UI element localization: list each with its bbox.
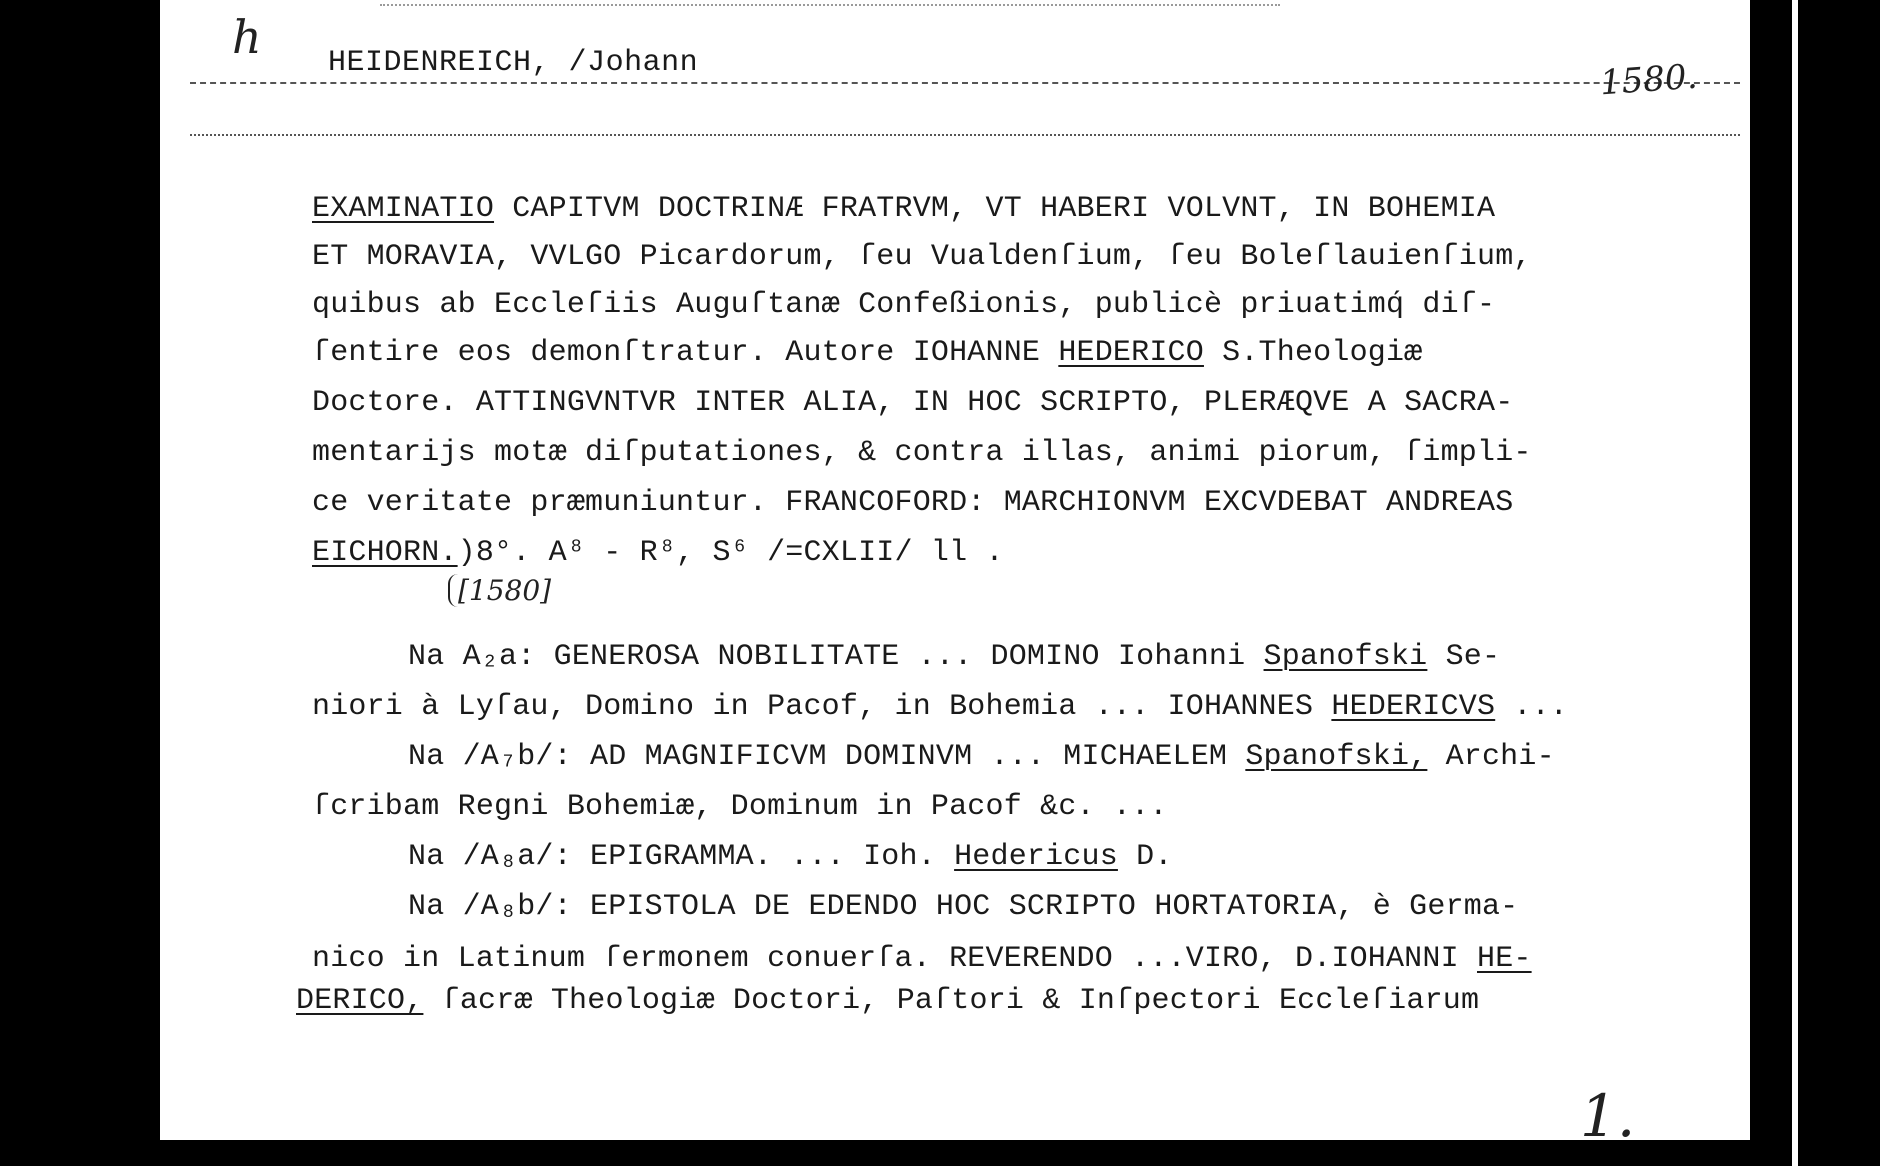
author-given-name: Johann xyxy=(587,46,699,80)
note-line: Na /A₇b/: AD MAGNIFICVM DOMINVM ... MICHAELEM Spanofski, Archi- xyxy=(408,740,1555,774)
title-line-2: ET MORAVIA, VVLGO Picardorum, ſeu Vualdenſium, ſeu Boleſlauienſium, xyxy=(312,240,1532,274)
heading-rule xyxy=(190,82,1740,84)
title-line-3: quibus ab Eccleſiis Auguſtanæ Confeßionis, publicè priuatimq́ diſ- xyxy=(312,288,1496,322)
upper-dotted-rule xyxy=(190,134,1740,136)
collation: )8°. A⁸ - R⁸, S⁶ /=CXLII/ ll . xyxy=(457,536,1004,570)
author-surname: HEIDENREICH, xyxy=(328,46,551,80)
note-line: ſcribam Regni Bohemiæ, Dominum in Pacof &c. ... xyxy=(312,790,1168,824)
note-line: DERICO, ſacræ Theologiæ Doctori, Paſtori & Inſpectori Eccleſiarum xyxy=(296,984,1480,1018)
handwritten-date: 1580. xyxy=(1598,56,1699,104)
note-line: Na /A₈a/: EPIGRAMMA. ... Ioh. Hedericus D. xyxy=(408,840,1173,874)
note-line: Na A₂a: GENEROSA NOBILITATE ... DOMINO Iohanni Spanofski Se- xyxy=(408,640,1501,674)
title-line-6: mentarijs motæ diſputationes, & contra illas, animi piorum, ſimpli- xyxy=(312,436,1532,470)
note-line: Na /A₈b/: EPISTOLA DE EDENDO HOC SCRIPTO HORTATORIA, è Germa- xyxy=(408,890,1519,924)
heading-separator: / xyxy=(550,46,588,80)
imprint-line xyxy=(312,536,1004,570)
title-lead-word: EXAMINATIO xyxy=(312,192,495,226)
author-heading xyxy=(328,46,698,80)
handwritten-card-number: 1. xyxy=(1580,1082,1636,1150)
note-line: niori à Lyſau, Domino in Pacof, in Bohemia ... IOHANNES HEDERICVS ... xyxy=(312,690,1569,724)
printer-name: EICHORN. xyxy=(312,536,458,570)
scan-edge-strip xyxy=(1792,0,1798,1166)
title-line-5: Doctore. ATTINGVNTVR INTER ALIA, IN HOC SCRIPTO, PLERÆQVE A SACRA- xyxy=(312,386,1514,420)
title-line-4: ſentire eos demonſtratur. Autore IOHANNE HEDERICO S.Theologiæ xyxy=(312,336,1423,370)
title-line-1: EXAMINATIO CAPITVM DOCTRINÆ FRATRVM, VT HABERI VOLVNT, IN BOHEMIA xyxy=(312,192,1496,226)
title-line-7: ce veritate præmuniuntur. FRANCOFORD: MARCHIONVM EXCVDEBAT ANDREAS xyxy=(312,486,1514,520)
handwritten-mark-top-left: h xyxy=(232,10,262,64)
handwritten-year: [1580] xyxy=(448,574,559,607)
top-dotted-edge xyxy=(380,4,1280,12)
note-line: nico in Latinum ſermonem conuerſa. REVERENDO ...VIRO, D.IOHANNI HE- xyxy=(312,942,1532,976)
